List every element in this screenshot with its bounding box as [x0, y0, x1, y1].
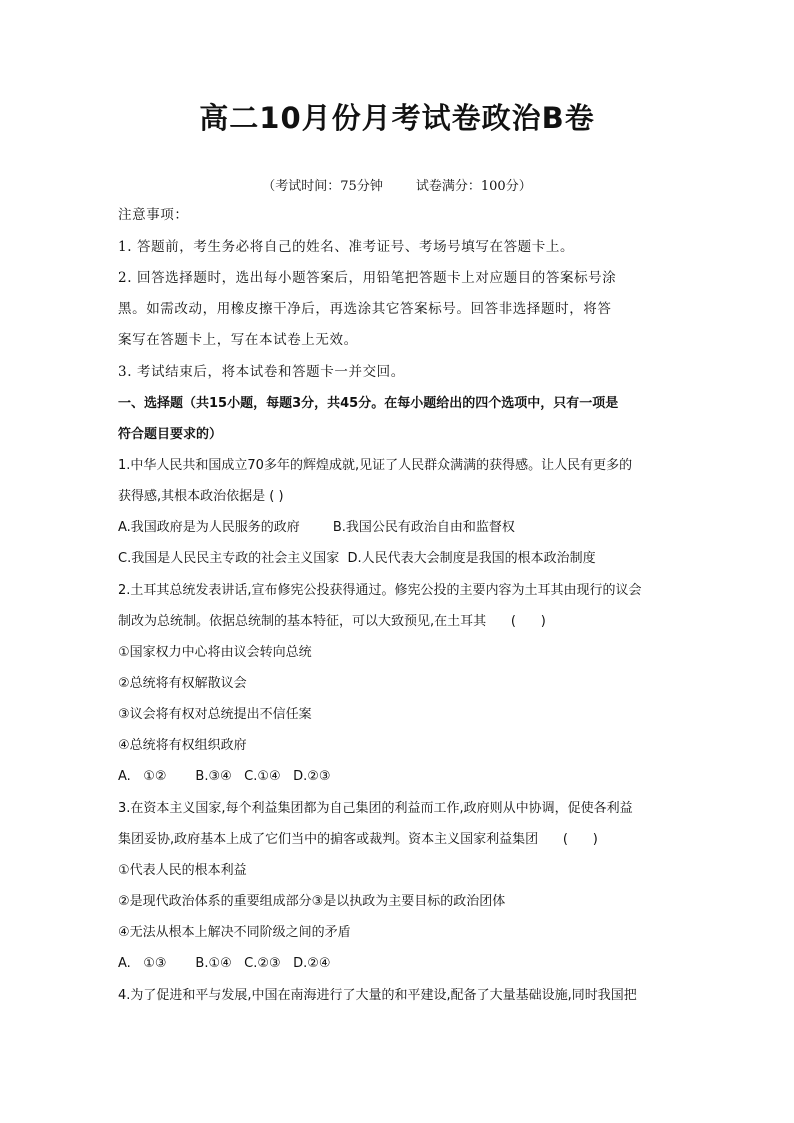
page-title: 高二10月份月考试卷政治B卷	[199, 101, 595, 135]
notice-line: 1. 答题前，考生务必将自己的姓名、准考证号、考场号填写在答题卡上。	[118, 239, 575, 255]
statement-item: ①国家权力中心将由议会转向总统	[118, 645, 312, 660]
statement-item: ②总统将有权解散议会	[118, 676, 247, 691]
statement-item: ①代表人民的根本利益	[118, 863, 247, 878]
statement-item: ④无法从根本上解决不同阶级之间的矛盾	[118, 925, 351, 940]
notice-line: 2. 回答选择题时，选出每小题答案后，用铅笔把答题卡上对应题目的答案标号涂	[118, 270, 617, 286]
answer-choices: A. ①③ B.①④ C.②③ D.②④	[118, 956, 331, 971]
question-stem: 制改为总统制。依据总统制的基本特征，可以大致预见,在土耳其 ( )	[118, 614, 546, 629]
notice-line: 黑。如需改动，用橡皮擦干净后，再选涂其它答案标号。回答非选择题时，将答	[118, 301, 612, 317]
answer-choices: A. ①② B.③④ C.①④ D.②③	[118, 769, 331, 784]
notice-line: 案写在答题卡上，写在本试卷上无效。	[118, 332, 358, 348]
notice-line: 3. 考试结束后，将本试卷和答题卡一并交回。	[118, 364, 405, 380]
question-stem: 3.在资本主义国家,每个利益集团都为自己集团的利益而工作,政府则从中协调，促使各利益	[118, 801, 633, 816]
statement-item: ②是现代政治体系的重要组成部分③是以执政为主要目标的政治团体	[118, 894, 506, 909]
question-stem: 获得感,其根本政治依据是 ( )	[118, 489, 284, 504]
notice-heading: 注意事项：	[118, 207, 189, 223]
question-stem: 1.中华人民共和国成立70多年的辉煌成就,见证了人民群众满满的获得感。让人民有更多的	[118, 458, 633, 473]
statement-item: ③议会将有权对总统提出不信任案	[118, 707, 312, 722]
question-stem: 2.土耳其总统发表讲话,宣布修宪公投获得通过。修宪公投的主要内容为土耳其由现行的议会	[118, 583, 642, 598]
statement-item: ④总统将有权组织政府	[118, 738, 247, 753]
question-options: C.我国是人民民主专政的社会主义国家 D.人民代表大会制度是我国的根本政治制度	[118, 551, 596, 566]
question-stem: 集团妥协,政府基本上成了它们当中的掮客或裁判。资本主义国家利益集团 ( )	[118, 832, 598, 847]
section-heading: 符合题目要求的）	[118, 427, 223, 442]
section-heading: 一、选择题（共15小题，每题3分，共45分。在每小题给出的四个选项中，只有一项是	[118, 396, 619, 411]
question-options: A.我国政府是为人民服务的政府 B.我国公民有政治自由和监督权	[118, 520, 515, 535]
exam-info: （考试时间：75分钟 试卷满分：100分）	[262, 179, 532, 194]
question-stem: 4.为了促进和平与发展,中国在南海进行了大量的和平建设,配备了大量基础设施,同时我国把	[118, 988, 637, 1003]
